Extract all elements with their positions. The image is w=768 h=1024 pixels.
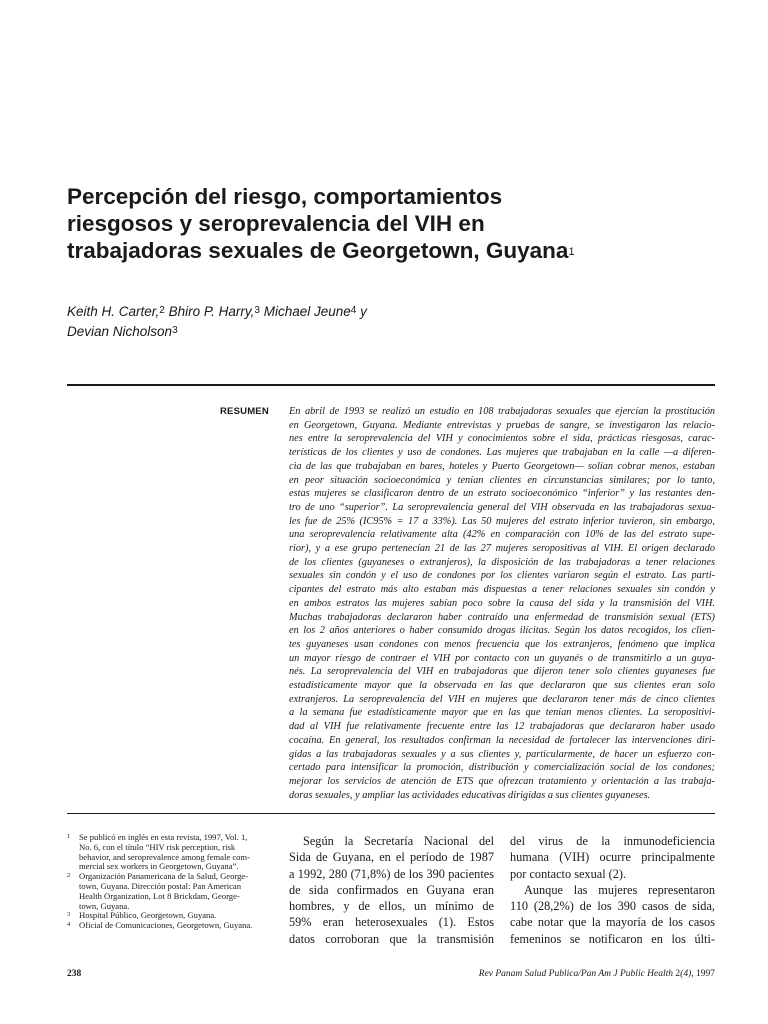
- footnote-line: Hospital Público, Georgetown, Guyana.: [79, 910, 217, 921]
- page-number: 238: [67, 969, 82, 979]
- affiliation-mark: 3: [254, 305, 260, 316]
- footnote: [67, 921, 272, 931]
- affiliation-mark: 3: [172, 325, 178, 336]
- body-line: cabe notar que la mayoría de los casos: [510, 915, 715, 930]
- footnote-line: Se publicó en inglés en esta revista, 1997, Vol. 1,: [79, 832, 248, 842]
- abstract-line: cia de las que trabajaban en bares, hoteles y Puerto Georgetown— solían cobrar menos, estaban: [289, 460, 715, 472]
- abstract-line: nes entre la seroprevalencia del VIH y conocimientos sobre el sida, prácticas riesgosas, carac-: [289, 433, 715, 445]
- title-footnote-mark: 1: [568, 246, 575, 258]
- abstract-line: sexuales sin condón y el uso de condones por los clientes variaron según el estrato. Las parti-: [289, 570, 715, 582]
- abstract-line: en los 2 años anteriores o haber consumido drogas ilícitas. Según los datos recogidos, los clien-: [289, 625, 715, 637]
- footnote-number: 4: [67, 921, 71, 929]
- footnote: [67, 833, 272, 872]
- abstract-line: dad al VIH fue relativamente frecuente entre las 12 trabajadoras que declararon haber usado: [289, 721, 715, 733]
- body-line: Sida de Guyana, en el período de 1987: [289, 850, 494, 865]
- body-column-1: [289, 833, 494, 947]
- author-name: Michael Jeune: [259, 304, 351, 319]
- abstract-line: gidas a las trabajadoras sexuales y a sus clientes y, particularmente, de hacer un esfuerzo con-: [289, 748, 715, 760]
- footnote-line: town, Guyana.: [79, 900, 130, 911]
- body-line: 59% eran heterosexuales (1). Estos: [289, 915, 494, 930]
- footnote: [67, 872, 272, 911]
- author-name: Bhiro P. Harry,: [164, 304, 255, 319]
- journal-issue: (4): [680, 969, 692, 979]
- title-line: riesgosos y seroprevalencia del VIH en: [67, 211, 485, 236]
- body-line: Según la Secretaría Nacional del: [303, 834, 494, 848]
- footnote-number: 2: [67, 872, 71, 880]
- journal-volume: 2: [673, 969, 681, 979]
- author-name: Devian Nicholson: [67, 324, 173, 339]
- abstract-line: terísticas de los clientes y uso de condones. Las mujeres que trabajaban en la calle —a diferen-: [289, 447, 715, 459]
- abstract-line: mejorar los servicios de atención de ETS que ofrezcan tratamiento y orientación a las trabaja-: [289, 775, 715, 787]
- body-line: 110 (28,2%) de los 390 casos de sida,: [510, 899, 715, 914]
- top-divider: [67, 384, 715, 386]
- author-line: [67, 302, 707, 322]
- body-line: a 1992, 280 (71,8%) de los 390 pacientes: [289, 866, 494, 881]
- abstract-text: [289, 405, 715, 802]
- article-title: [67, 183, 707, 264]
- section-divider: [67, 813, 715, 814]
- footnote-line: No. 6, con el título “HIV risk perception, risk: [79, 841, 236, 852]
- abstract-line: tro de uno “superior”. La seroprevalencia general del VIH observada en las trabajadoras sexua-: [289, 501, 715, 513]
- abstract-line: a la semana fue estadísticamente mayor que en las que tenían menos clientes. La seropositivi-: [289, 707, 715, 719]
- footnotes: [67, 833, 272, 931]
- affiliation-mark: 4: [350, 305, 357, 316]
- footnote-number: 3: [67, 911, 71, 919]
- journal-name: Rev Panam Salud Publica/Pan Am J Public Health: [478, 969, 674, 979]
- abstract-line: les fue de 25% (IC95% = 17 a 33%). Las 50 mujeres del estrato inferior tuvieron, sin embargo,: [289, 515, 715, 527]
- abstract-line: cocaína. En general, los resultados confirman la necesidad de fortalecer las intervenciones diri-: [289, 734, 715, 746]
- author-list: [67, 302, 707, 342]
- abstract-line: rior), y a ese grupo pertenecían 21 de las 27 mujeres seropositivas al VIH. El origen declarado: [289, 543, 715, 555]
- abstract-line: extranjeros. La seroprevalencia del VIH en mujeres que declararon tener más de cinco clientes: [289, 693, 715, 705]
- body-line: Aunque las mujeres representaron: [524, 882, 715, 897]
- body-line: femeninos se notificaron en los últi-: [510, 931, 715, 946]
- abstract-line: en Georgetown, Guyana. Mediante entrevistas y pruebas de sangre, se investigaron las relacio-: [289, 419, 715, 431]
- author-line: [67, 322, 707, 342]
- journal-year: , 1997: [691, 969, 715, 979]
- abstract-line: en ambos estratos las mujeres sabían poco sobre la causa del sida y la transmisión del VIH.: [289, 597, 715, 609]
- abstract-line: una seroprevalencia relativamente alta (42% en comparación con 10% de las del estrato supe-: [289, 529, 715, 541]
- author-name: Keith H. Carter,: [67, 304, 160, 319]
- abstract-line: estadísticamente mayor que la observada en las que declararon que sus clientes eran solo: [289, 680, 715, 692]
- abstract-line: en peor situación socioeconómica y tenían clientes en circunstancias similares; por lo tanto,: [289, 474, 715, 486]
- abstract-line: de los clientes (guyaneses o extranjeros), la disposición de las trabajadoras a tener relaciones: [289, 556, 715, 568]
- abstract-label: RESUMEN: [220, 406, 269, 417]
- footnote-line: town, Guyana. Dirección postal: Pan American: [79, 880, 242, 891]
- journal-citation: [479, 969, 715, 979]
- affiliation-mark: 2: [159, 305, 165, 316]
- body-line: del virus de la inmunodeficiencia: [510, 834, 715, 848]
- footnote-line: mercial sex workers in Georgetown, Guyana”.: [79, 861, 239, 872]
- footnote-line: Oficial de Comunicaciones, Georgetown, Guyana.: [79, 920, 253, 931]
- abstract-line: Muchas trabajadoras declararon haber contraído una enfermedad de transmisión sexual (ETS): [289, 611, 715, 623]
- title-line: Percepción del riesgo, comportamientos: [67, 184, 503, 209]
- body-line: datos corroboran que la transmisión: [289, 931, 494, 946]
- abstract-line: En abril de 1993 se realizó un estudio en 108 trabajadoras sexuales que ejercían la prostitución: [289, 406, 715, 417]
- author-conjunction: y: [356, 304, 367, 319]
- title-line: trabajadoras sexuales de Georgetown, Guyana$^1$: [67, 238, 575, 263]
- footnote-line: Organización Panamericana de la Salud, George-: [79, 871, 249, 882]
- abstract-line: doras sexuales, y ampliar las actividades educativas dirigidas a sus clientes guyaneses.: [289, 789, 651, 801]
- footnote-line: Health Organization, Lot 8 Brickdam, George-: [79, 890, 240, 901]
- abstract-line: cipantes del estrato más alto estaban más dispuestas a tener relaciones sexuales sin condón y: [289, 584, 715, 596]
- footnote-number: 1: [67, 833, 71, 840]
- abstract-line: un mayor riesgo de contraer el VIH por contacto con un guyanés o de transmitirlo a un guya-: [289, 652, 715, 664]
- abstract-line: certado para intensificar la promoción, distribución y comercialización social de los condones;: [289, 762, 715, 774]
- body-line: hombres, y de ellos, un mínimo de: [289, 899, 494, 914]
- abstract-line: estas mujeres se clasificaron dentro de un estrato socioeconómico “inferior” y las restantes den-: [289, 488, 715, 500]
- body-line: por contacto sexual (2).: [510, 866, 627, 881]
- body-line: humana (VIH) ocurre principalmente: [510, 850, 715, 865]
- body-line: de sida confirmados en Guyana eran: [289, 882, 494, 897]
- body-column-2: [510, 833, 715, 947]
- abstract-line: tes guyaneses usan condones con menos frecuencia que los extranjeros, fenómeno que implica: [289, 638, 715, 650]
- abstract-line: nés. La seroprevalencia del VIH en trabajadoras que dijeron tener solo clientes guyaneses fue: [289, 666, 715, 678]
- footnote-line: behavior, and seroprevalence among female com-: [79, 851, 250, 862]
